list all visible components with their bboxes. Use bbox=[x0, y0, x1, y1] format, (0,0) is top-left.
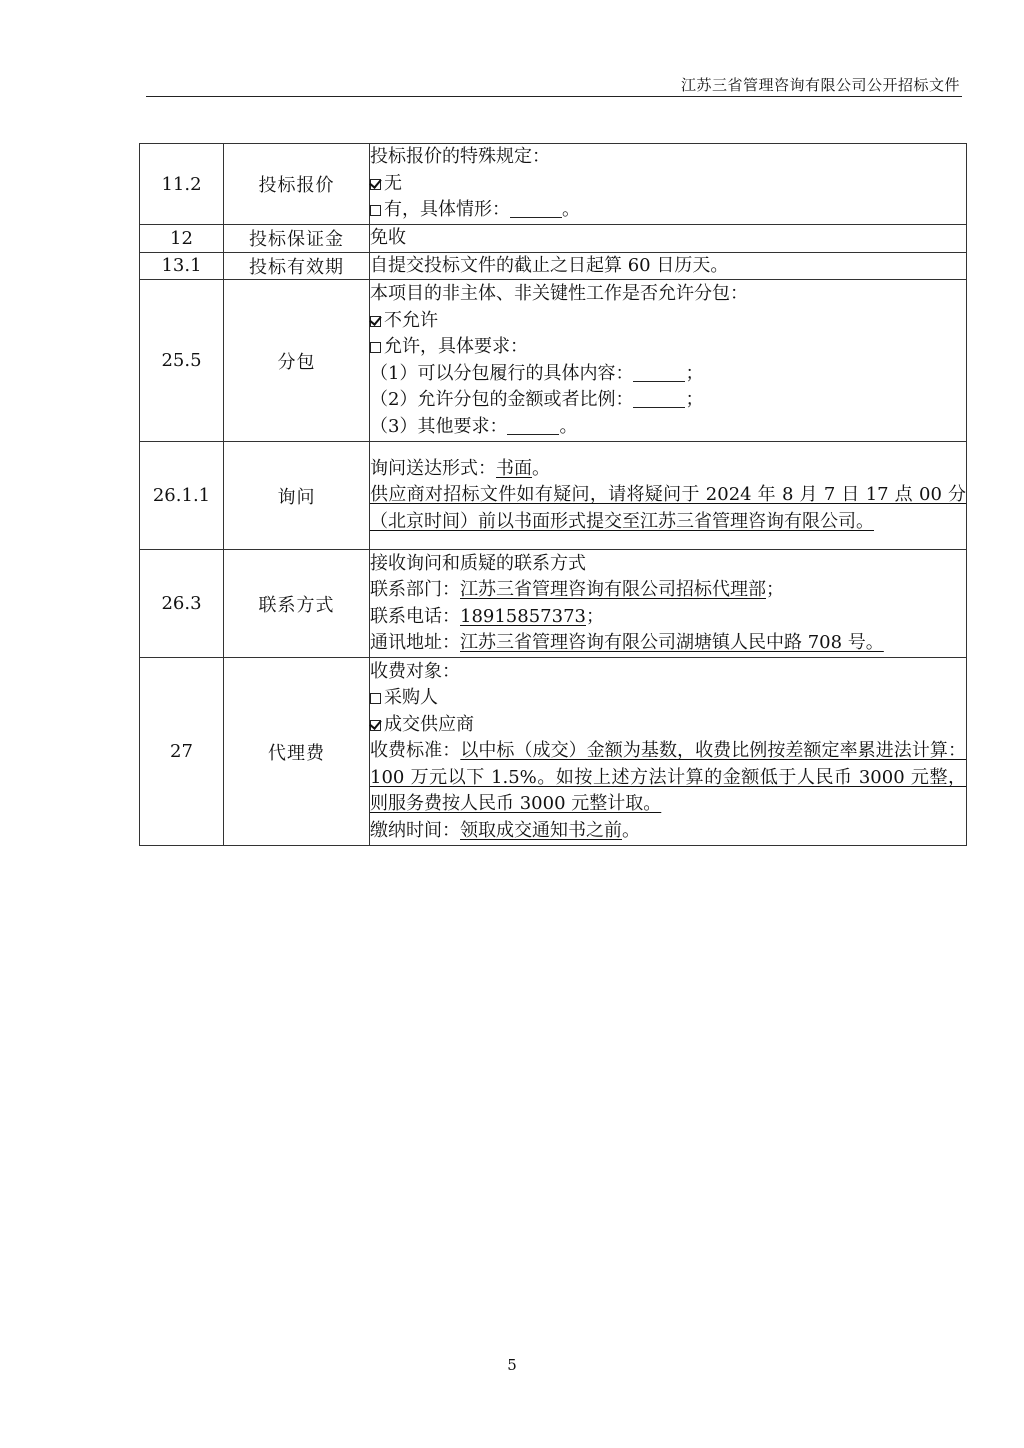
inquiry-notice: 供应商对招标文件如有疑问，请将疑问于 2024 年 8 月 7 日 17 点 00 分（北京时间）前以书面形式提交至江苏三省管理咨询有限公司。 bbox=[370, 484, 966, 532]
content-line bbox=[370, 577, 966, 604]
row-item: 分包 bbox=[224, 280, 370, 442]
row-content bbox=[370, 442, 967, 550]
field-label: 联系电话： bbox=[370, 605, 460, 627]
content-line: 免收 bbox=[370, 227, 406, 248]
option-label: 允许，具体要求： bbox=[384, 336, 528, 357]
content-line bbox=[370, 604, 966, 631]
punctuation: ； bbox=[685, 389, 704, 410]
punctuation: ； bbox=[766, 579, 784, 600]
field-value: 江苏三省管理咨询有限公司湖塘镇人民中路 708 号。 bbox=[460, 632, 884, 653]
punctuation: 。 bbox=[559, 415, 578, 437]
field-label: 缴纳时间： bbox=[370, 819, 460, 841]
row-item: 投标有效期 bbox=[224, 252, 370, 280]
table-row bbox=[140, 144, 967, 225]
option-label: 无 bbox=[384, 172, 402, 194]
content-line bbox=[370, 685, 966, 712]
row-number: 13.1 bbox=[140, 252, 224, 280]
checked-box-icon bbox=[370, 720, 381, 731]
row-item: 代理费 bbox=[224, 658, 370, 846]
content-line bbox=[370, 387, 966, 414]
checked-box-icon bbox=[370, 316, 381, 327]
row-number: 11.2 bbox=[140, 144, 224, 225]
unchecked-box-icon bbox=[370, 693, 381, 704]
row-number: 26.3 bbox=[140, 550, 224, 658]
field-label: 收费标准： bbox=[370, 740, 461, 762]
row-content bbox=[370, 252, 967, 280]
content-line bbox=[370, 308, 966, 335]
row-number: 27 bbox=[140, 658, 224, 846]
row-content bbox=[370, 225, 967, 253]
content-line bbox=[370, 171, 966, 198]
row-content bbox=[370, 658, 967, 846]
table-row bbox=[140, 442, 967, 550]
content-line bbox=[370, 197, 966, 224]
content-line bbox=[370, 818, 966, 845]
content-line bbox=[370, 738, 966, 818]
table-row bbox=[140, 658, 967, 846]
table-row bbox=[140, 252, 967, 280]
requirement-label: （3）其他要求： bbox=[370, 415, 508, 437]
option-label: 不允许 bbox=[384, 309, 438, 331]
table-row bbox=[140, 225, 967, 253]
content-line: 收费对象： bbox=[370, 660, 460, 682]
option-label: 采购人 bbox=[384, 687, 438, 709]
row-item: 投标保证金 bbox=[224, 225, 370, 253]
punctuation: 。 bbox=[562, 199, 580, 221]
fill-blank bbox=[633, 389, 685, 408]
header-rule bbox=[146, 96, 962, 97]
content-line: 本项目的非主体、非关键性工作是否允许分包： bbox=[370, 283, 748, 304]
content-line: 自提交投标文件的截止之日起算 60 日历天。 bbox=[370, 254, 729, 276]
punctuation: 。 bbox=[532, 457, 550, 479]
content-line bbox=[370, 456, 966, 483]
page-number: 5 bbox=[507, 1356, 517, 1374]
content-line bbox=[370, 630, 966, 657]
field-label: 联系部门： bbox=[370, 579, 460, 600]
checked-box-icon bbox=[370, 179, 381, 190]
option-label: 有，具体情形： bbox=[384, 199, 510, 221]
field-value: 以中标（成交）金额为基数，收费比例按差额定率累进法计算：100 万元以下 1.5%。如按上述方法计算的金额低于人民币 3000 元整，则服务费按人民币 3000 元整计取。 bbox=[370, 740, 966, 815]
content-line: 投标报价的特殊规定： bbox=[370, 146, 550, 168]
unchecked-box-icon bbox=[370, 205, 381, 216]
content-line bbox=[370, 361, 966, 388]
requirement-label: （1）可以分包履行的具体内容： bbox=[370, 362, 634, 384]
punctuation: ； bbox=[685, 362, 704, 384]
row-item: 联系方式 bbox=[224, 550, 370, 658]
content-line bbox=[370, 334, 966, 361]
field-value: 领取成交通知书之前 bbox=[460, 819, 622, 841]
document-header-title: 江苏三省管理咨询有限公司公开招标文件 bbox=[680, 76, 960, 94]
row-item: 投标报价 bbox=[224, 144, 370, 225]
row-content bbox=[370, 550, 967, 658]
field-value: 18915857373 bbox=[460, 605, 586, 627]
row-content bbox=[370, 144, 967, 225]
table-row bbox=[140, 280, 967, 442]
punctuation: ； bbox=[585, 605, 604, 627]
row-content bbox=[370, 280, 967, 442]
content-line bbox=[370, 414, 966, 441]
fill-blank bbox=[507, 416, 559, 435]
row-number: 26.1.1 bbox=[140, 442, 224, 550]
bid-requirements-table bbox=[139, 143, 967, 846]
row-item: 询问 bbox=[224, 442, 370, 550]
content-line bbox=[370, 712, 966, 739]
requirement-label: （2）允许分包的金额或者比例： bbox=[370, 389, 634, 410]
field-value: 江苏三省管理咨询有限公司招标代理部 bbox=[460, 579, 766, 600]
field-label: 询问送达形式： bbox=[370, 457, 496, 479]
row-number: 25.5 bbox=[140, 280, 224, 442]
field-value: 书面 bbox=[496, 457, 532, 479]
content-line: 接收询问和质疑的联系方式 bbox=[370, 552, 586, 574]
row-number: 12 bbox=[140, 225, 224, 253]
unchecked-box-icon bbox=[370, 342, 381, 353]
option-label: 成交供应商 bbox=[384, 713, 474, 735]
field-label: 通讯地址： bbox=[370, 632, 460, 653]
fill-blank bbox=[633, 363, 685, 382]
punctuation: 。 bbox=[622, 819, 640, 841]
fill-blank bbox=[510, 199, 562, 218]
table-row bbox=[140, 550, 967, 658]
